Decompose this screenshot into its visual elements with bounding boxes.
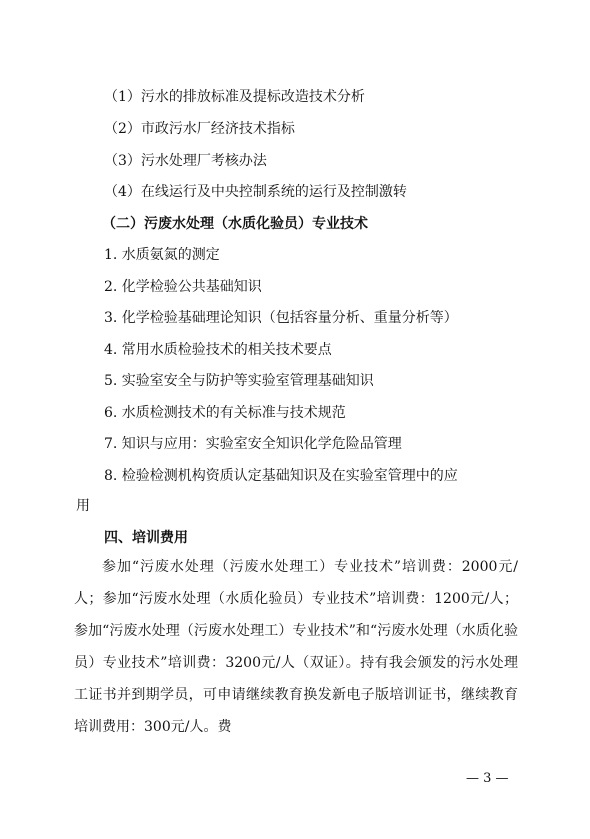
list-item: 3. 化学检验基础理论知识（包括容量分析、重量分析等） [104,310,458,326]
section-heading: 四、培训费用 [104,530,188,546]
list-item: 8. 检验检测机构资质认定基础知识及在实验室管理中的应 [104,468,458,484]
fee-paragraph: 参加“污废水处理（污废水处理工）专业技术”培训费：2000元/人；参加“污废水处理（水质化验员）专业技术”培训费：1200元/人；参加“污废水处理（污废水处理工）专业技术”和“污废水处理（水质化验员）专业技术”培训费：3200元/人（双证）。持有我会颁发的污水处理工证书并到期学员，可申请继续教育换发新电子版培训证书，继续教育培训费用：300元/人。费 [74,559,518,735]
list-item: （3）污水处理厂考核办法 [104,153,267,169]
list-item: 7. 知识与应用：实验室安全知识化学危险品管理 [104,436,402,452]
list-item: 5. 实验室安全与防护等实验室管理基础知识 [104,373,374,389]
list-item: 4. 常用水质检验技术的相关技术要点 [104,342,332,358]
list-item: （2）市政污水厂经济技术指标 [104,121,295,137]
list-item: 2. 化学检验公共基础知识 [104,279,262,295]
list-item: （1）污水的排放标准及提标改造技术分析 [104,89,365,105]
list-item-continuation: 用 [76,498,90,514]
list-item: 1. 水质氨氮的测定 [104,247,220,263]
list-item: （4）在线运行及中央控制系统的运行及控制激转 [104,184,407,200]
list-item: 6. 水质检测技术的有关标准与技术规范 [104,405,346,421]
section-heading: （二）污废水处理（水质化验员）专业技术 [102,216,368,232]
page-number: — 3 — [466,771,509,786]
